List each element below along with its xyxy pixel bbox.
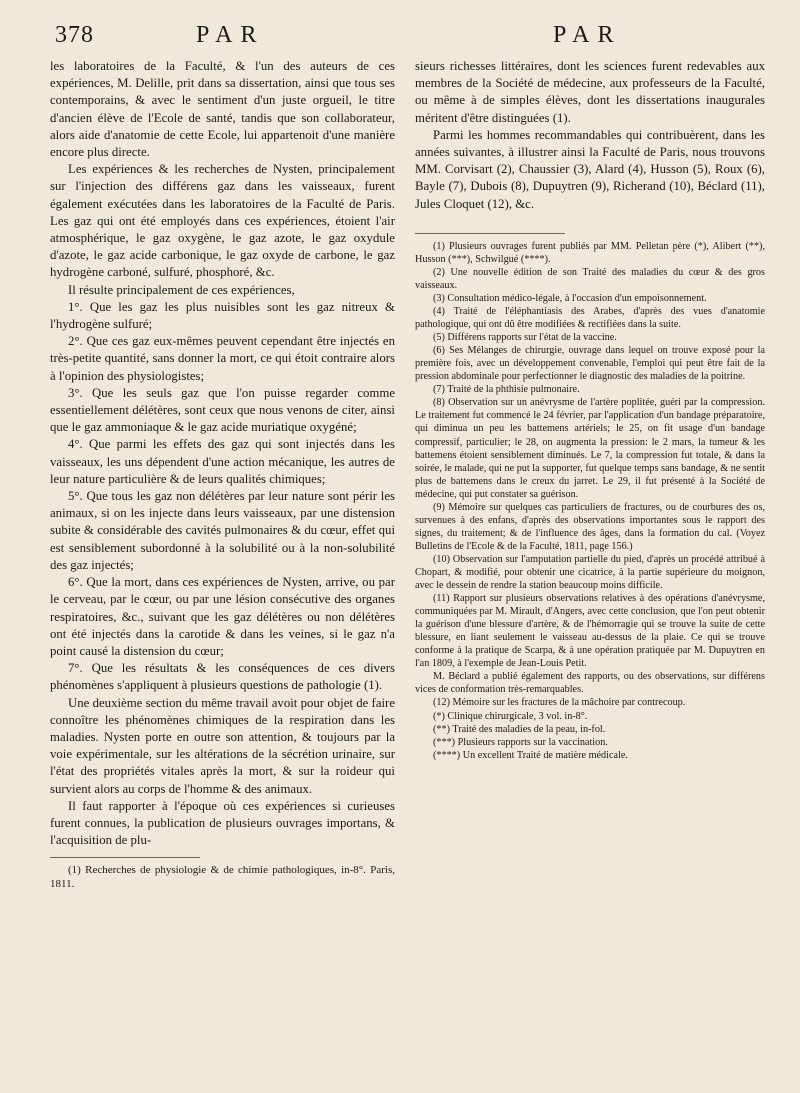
footnote: (5) Différens rapports sur l'état de la vaccine. bbox=[433, 332, 617, 344]
left-footnotes bbox=[50, 864, 395, 891]
footnote-rule bbox=[50, 857, 200, 858]
footnote: (3) Consultation médico-légale, à l'occasion d'un empoisonnement. bbox=[433, 293, 707, 305]
right-column-text bbox=[415, 58, 765, 213]
footnote: (**) Traité des maladies de la peau, in-fol. bbox=[433, 723, 606, 735]
footnote: (1) Recherches de physiologie & de chimie pathologiques, in-8°. Paris, 1811. bbox=[50, 864, 395, 890]
left-column bbox=[50, 58, 395, 891]
footnote: (10) Observation sur l'amputation partielle du pied, d'après un procédé attribué à Chopart, & modifié, pour obtenir une cicatrice, à la partie supérieure du moignon, avec le dessein de rendre la station beaucoup moins difficile. bbox=[415, 553, 765, 592]
footnote: (6) Ses Mélanges de chirurgie, ouvrage dans lequel on trouve exposé pour la première fois, avec un développement convenable, l'emploi qui peut être fait de la pression abdominale pour perfectionner le diagnostic des maladies de la poitrine. bbox=[415, 345, 765, 383]
footnote: (*) Clinique chirurgicale, 3 vol. in-8°. bbox=[433, 710, 588, 722]
footnote: (****) Un excellent Traité de matière médicale. bbox=[433, 749, 628, 761]
paragraph: 1°. Que les gaz les plus nuisibles sont les gaz nitreux & l'hydrogène sulfuré; bbox=[50, 299, 395, 332]
paragraph: les laboratoires de la Faculté, & l'un des auteurs de ces expériences, M. Delille, prit dans sa dissertation, ainsi que tous ses contemporains, & avec le sentiment d'un juste orgueil, le titre d'ancien élève de l'Ecole de santé, tandis que son collaborateur, alors aide d'anatomie de cette Ecole, lui appartenoit d'une manière encore plus directe. bbox=[50, 59, 395, 160]
right-running-head: PAR bbox=[553, 22, 622, 48]
paragraph: sieurs richesses littéraires, dont les sciences furent redevables aux membres de la Société de médecine, aux professeurs de la Faculté, ou même à de simples élèves, dont les dissertations inaugurales méritent d'être distinguées (1). bbox=[415, 59, 765, 125]
paragraph: 6°. Que la mort, dans ces expériences de Nysten, arrive, ou par le cerveau, par le cœur, ou par une lésion consécutive des organes respiratoires, &c., suivant que les gaz délétères ou non délétères ont été injectés dans la carotide & dans les veines, si le gaz n'a point causé la distension du cœur; bbox=[50, 575, 395, 658]
paragraph: Il faut rapporter à l'époque où ces expériences si curieuses furent connues, la publication de plusieurs ouvrages importans, & l'acquisition de plu- bbox=[50, 798, 395, 848]
footnote: (4) Traité de l'éléphantiasis des Arabes, d'après des vues d'anatomie pathologique, qui ont dû être modifiées & rectifiées dans la suite. bbox=[415, 306, 765, 331]
footnote: (2) Une nouvelle édition de son Traité des maladies du cœur & des gros vaisseaux. bbox=[415, 266, 765, 291]
paragraph: 4°. Que parmi les effets des gaz qui sont injectés dans les vaisseaux, les uns dépendent d'une action mécanique, les autres de leur nature particulière & de leurs qualités chimiques; bbox=[50, 437, 395, 486]
paragraph: Il résulte principalement de ces expériences, bbox=[68, 282, 295, 297]
page-number: 378 bbox=[55, 22, 94, 48]
footnote: (12) Mémoire sur les fractures de la mâchoire par contrecoup. bbox=[433, 697, 686, 709]
footnote: (7) Traité de la phthisie pulmonaire. bbox=[433, 384, 580, 396]
footnote: (8) Observation sur un anévrysme de l'artère poplitée, guéri par la compression. Le traitement fut commencé le 24 février, par l'application d'un bandage préparatoire, qui diminua un peu les battemens artériels; le 25, on fit usage d'un bandage compressif, particulier; le 28, on augmenta la pression: le 2 mars, la tumeur & les battemens étoient sensiblement diminués. Le 7, la compression fut totale, & dans la soirée, le malade, qui ne put la supporter, fut quelque temps sans bandage, & ne sentit plus de battemens dans le creux du jarret. Le 29, il fut présenté à la Société de médecine, qui put constater sa guérison. bbox=[415, 397, 765, 500]
footnote: (9) Mémoire sur quelques cas particuliers de fractures, ou de courbures des os, survenues à des enfans, d'après des observations importantes sous le rapport des signes, du traitement; & de l'influence des âges, dans la formation du cal. (Voyez Bulletins de l'Ecole & de la Faculté, 1811, page 156.) bbox=[415, 501, 765, 552]
paragraph: Parmi les hommes recommandables qui contribuèrent, dans les années suivantes, à illustrer ainsi la Faculté de Paris, nous trouvons MM. Corvisart (2), Chaussier (3), Alard (4), Husson (5), Roux (6), Bayle (7), Dubois (8), Dupuytren (9), Richerand (10), Béclard (11), Jules Cloquet (12), &c. bbox=[415, 127, 765, 211]
paragraph: 7°. Que les résultats & les conséquences de ces divers phénomènes s'appliquent à plusieurs questions de pathologie (1). bbox=[50, 661, 395, 693]
footnote: (11) Rapport sur plusieurs observations relatives à des opérations d'anévrysme, communiquées par M. Mirault, d'Angers, avec cette conclusion, que l'on peut obtenir la guérison d'une blessure d'artère, & de l'hémorragie qui se trouve la suite de cette blessure, en liant seulement le vaisseau au-dessus de la plaie. Ce qui se trouve conforme à la pratique de Scarpa, & à une opération pratiquée par M. Dupuytren en l'an 1809, à l'exemple de Jean-Louis Petit. bbox=[415, 593, 765, 670]
left-column-text bbox=[50, 58, 395, 849]
footnote: (1) Plusieurs ouvrages furent publiés par MM. Pelletan père (*), Alibert (**), Husson (***), Schwilgué (****). bbox=[415, 240, 765, 265]
left-running-head: PAR bbox=[196, 22, 265, 48]
footnote: (***) Plusieurs rapports sur la vaccination. bbox=[433, 736, 608, 748]
footnote: M. Béclard a publié également des rapports, ou des observations, sur différens vices de conformation très-remarquables. bbox=[415, 671, 765, 696]
paragraph: Une deuxième section du même travail avoit pour objet de faire connoître les phénomènes chimiques de la respiration dans les maladies. Nysten porte en outre son attention, & toujours par la voie expérimentale, sur les altérations de la sécrétion urinaire, sur l'état des propriétés vitales après la mort, & sur la roideur qui survient alors au corps de l'homme & des animaux. bbox=[50, 695, 395, 796]
paragraph: 3°. Que les seuls gaz que l'on puisse regarder comme essentiellement délétères, sont ceux que nous venons de citer, ainsi que le gaz ammoniaque & le gaz acide muriatique oxygéné; bbox=[50, 385, 395, 435]
right-column bbox=[415, 58, 765, 762]
right-footnotes bbox=[415, 240, 765, 762]
paragraph: 5°. Que tous les gaz non délétères par leur nature sont périr les animaux, si on les injecte dans leurs vaisseaux, par une distension subite & considérable des cavités pulmonaires & du cœur, effet qui est sensiblement subordonné à la solubilité ou à la non-solubilité des gaz injectés; bbox=[50, 489, 395, 572]
footnote-rule bbox=[415, 233, 565, 234]
paragraph: 2°. Que ces gaz eux-mêmes peuvent cependant être injectés en très-petite quantité, sans donner la mort, ce qui étoit contraire alors à l'opinion des physiologistes; bbox=[50, 334, 395, 383]
paragraph: Les expériences & les recherches de Nysten, principalement sur l'injection des différens gaz dans les vaisseaux, furent également exécutées dans les laboratoires de la Faculté de Paris. Les gaz qui ont été employés dans ces expériences, étoient l'air atmosphérique, le gaz oxygène, le gaz azote, le gaz oxydule d'azote, le gaz acide carbonique, le gaz oxyde de carbone, le gaz hydrogène carboné, sulfuré, phosphoré, &c. bbox=[50, 162, 395, 280]
